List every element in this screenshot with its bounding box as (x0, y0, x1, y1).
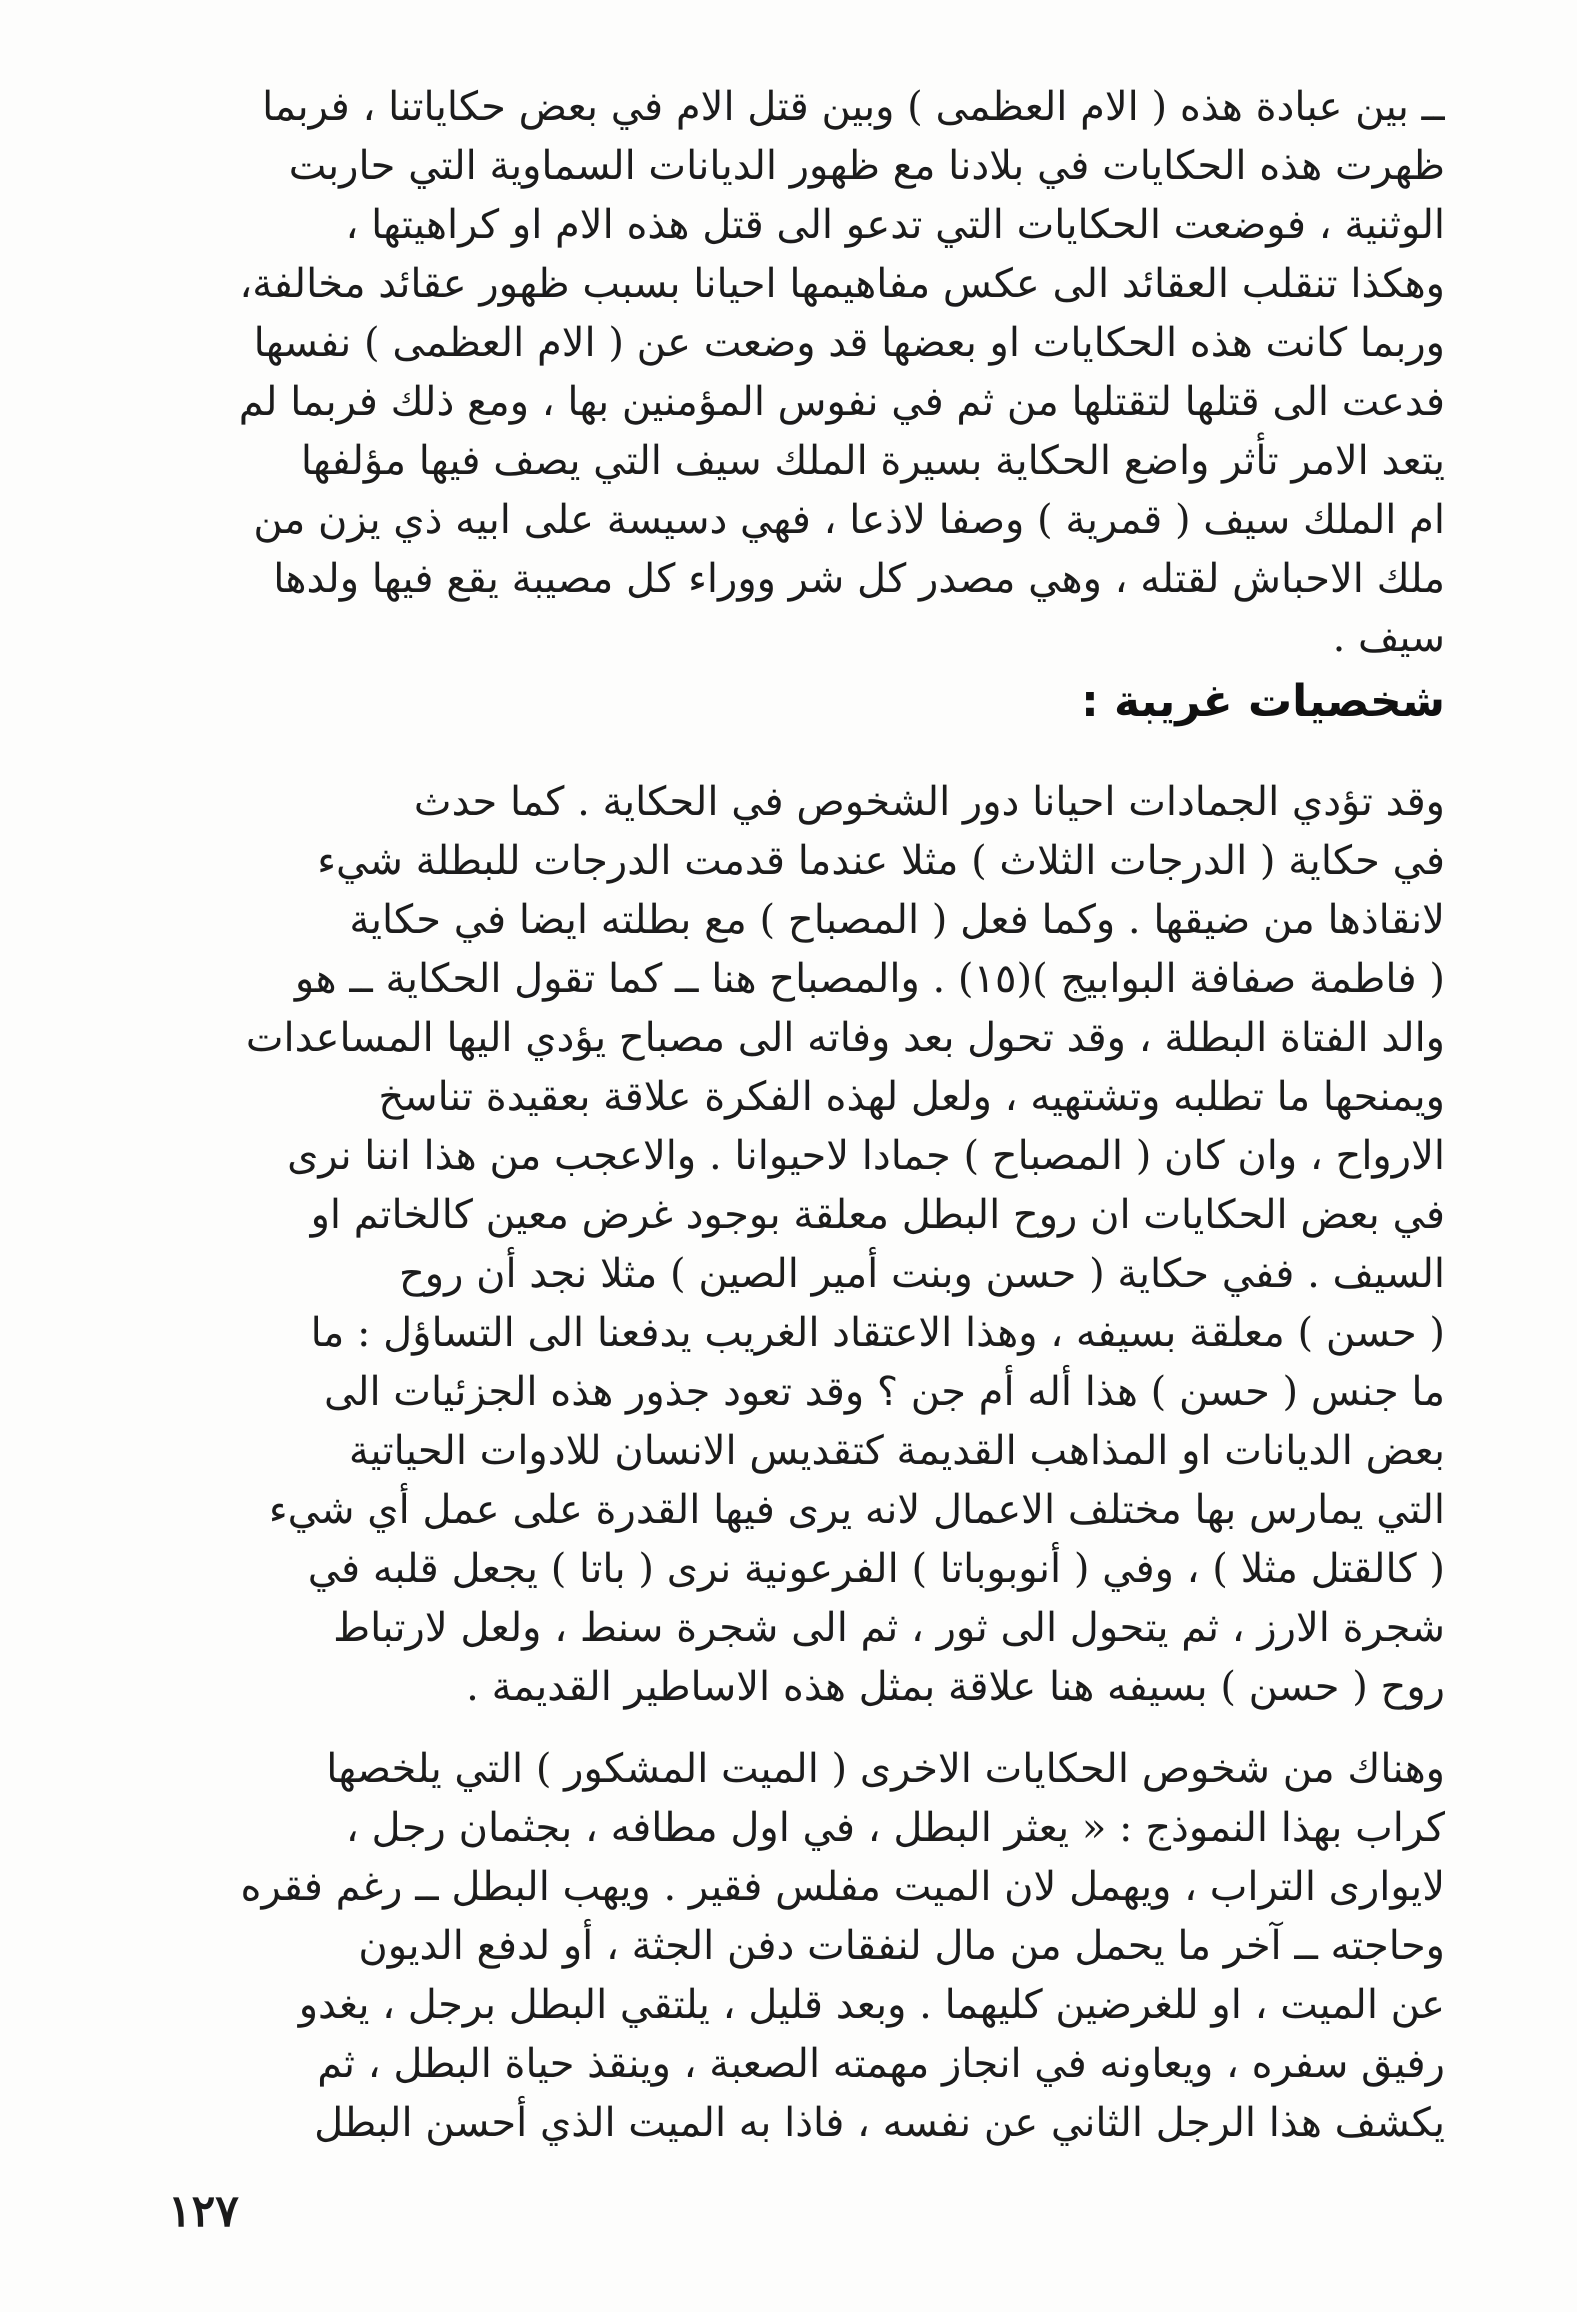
text-line: ما جنس ( حسن ) هذا أله أم جن ؟ وقد تعود جذور هذه الجزئيات الى (323, 1369, 1445, 1415)
text-line: ام الملك سيف ( قمرية ) وصفا لاذعا ، فهي دسيسة على ابيه ذي يزن من (253, 497, 1445, 543)
text-line: لانقاذها من ضيقها . وكما فعل ( المصباح ) مع بطلته ايضا في حكاية (349, 897, 1445, 943)
text-line: عن الميت ، او للغرضين كليهما . وبعد قليل ، يلتقي البطل برجل ، يغدو (298, 1982, 1445, 2028)
text-line: وهكذا تنقلب العقائد الى عكس مفاهيمها احيانا بسبب ظهور عقائد مخالفة، (239, 261, 1445, 307)
text-line: في بعض الحكايات ان روح البطل معلقة بوجود غرض معين كالخاتم او (310, 1192, 1445, 1238)
text-line: سيف . (1332, 615, 1445, 661)
section-heading: شخصيات غريبة : (1081, 676, 1445, 727)
text-line: السيف . ففي حكاية ( حسن وبنت أمير الصين ) مثلا نجد أن روح (398, 1251, 1445, 1297)
text-line: ملك الاحباش لقتله ، وهي مصدر كل شر ووراء كل مصيبة يقع فيها ولدها (273, 556, 1445, 602)
text-line: وهناك من شخوص الحكايات الاخرى ( الميت المشكور ) التي يلخصها (326, 1746, 1445, 1792)
text-line: فدعت الى قتلها لتقتلها من ثم في نفوس المؤمنين بها ، ومع ذلك فربما لم (238, 379, 1445, 425)
text-line: روح ( حسن ) بسيفه هنا علاقة بمثل هذه الاساطير القديمة . (466, 1664, 1445, 1710)
text-line: ( كالقتل مثلا ) ، وفي ( أنوبوباتا ) الفرعونية نرى ( باتا ) يجعل قلبه في (307, 1546, 1445, 1592)
page-number: ١٢٧ (168, 2186, 239, 2237)
text-line: بعض الديانات او المذاهب القديمة كتقديس الانسان للادوات الحياتية (348, 1428, 1445, 1474)
paragraph-middle (130, 773, 1445, 1717)
text-line: وربما كانت هذه الحكايات او بعضها قد وضعت عن ( الام العظمى ) نفسها (253, 320, 1445, 366)
text-line: ويمنحها ما تطلبه وتشتهيه ، ولعل لهذه الفكرة علاقة بعقيدة تناسخ (378, 1074, 1445, 1120)
text-line: التي يمارس بها مختلف الاعمال لانه يرى فيها القدرة على عمل أي شيء (268, 1487, 1445, 1533)
text-line: شجرة الارز ، ثم يتحول الى ثور ، ثم الى شجرة سنط ، ولعل لارتباط (333, 1605, 1445, 1651)
text-line: الوثنية ، فوضعت الحكايات التي تدعو الى قتل هذه الام او كراهيتها ، (345, 202, 1445, 248)
paragraph-bottom (130, 1740, 1445, 2153)
text-line: وحاجته ــ آخر ما يحمل من مال لنفقات دفن الجثة ، أو لدفع الديون (358, 1923, 1445, 1969)
paragraph-top (130, 78, 1445, 668)
text-line: ظهرت هذه الحكايات في بلادنا مع ظهور الديانات السماوية التي حاربت (288, 143, 1445, 189)
text-line: وقد تؤدي الجمادات احيانا دور الشخوص في الحكاية . كما حدث (413, 779, 1445, 825)
text-line: يكشف هذا الرجل الثاني عن نفسه ، فاذا به الميت الذي أحسن البطل (314, 2100, 1445, 2146)
text-line: يتعد الامر تأثر واضع الحكاية بسيرة الملك سيف التي يصف فيها مؤلفها (300, 438, 1445, 484)
text-line: ( فاطمة صفافة البوابيج )(١٥) . والمصباح هنا ــ كما تقول الحكاية ــ هو (294, 956, 1445, 1002)
text-line: الارواح ، وان كان ( المصباح ) جمادا لاحيوانا . والاعجب من هذا اننا نرى (287, 1133, 1445, 1179)
text-line: في حكاية ( الدرجات الثلاث ) مثلا عندما قدمت الدرجات للبطلة شيء (317, 838, 1445, 884)
text-line: والد الفتاة البطلة ، وقد تحول بعد وفاته الى مصباح يؤدي اليها المساعدات (245, 1015, 1445, 1061)
text-line: كراب بهذا النموذج : « يعثر البطل ، في اول مطافه ، بجثمان رجل ، (345, 1805, 1445, 1851)
text-line: رفيق سفره ، ويعاونه في انجاز مهمته الصعبة ، وينقذ حياة البطل ، ثم (317, 2041, 1445, 2087)
text-line: ( حسن ) معلقة بسيفه ، وهذا الاعتقاد الغريب يدفعنا الى التساؤل : ما (310, 1310, 1445, 1356)
text-line: لايوارى التراب ، ويهمل لان الميت مفلس فقير . ويهب البطل ــ رغم فقره (240, 1864, 1445, 1910)
text-line: ــ بين عبادة هذه ( الام العظمى ) وبين قتل الام في بعض حكاياتنا ، فربما (262, 84, 1445, 130)
